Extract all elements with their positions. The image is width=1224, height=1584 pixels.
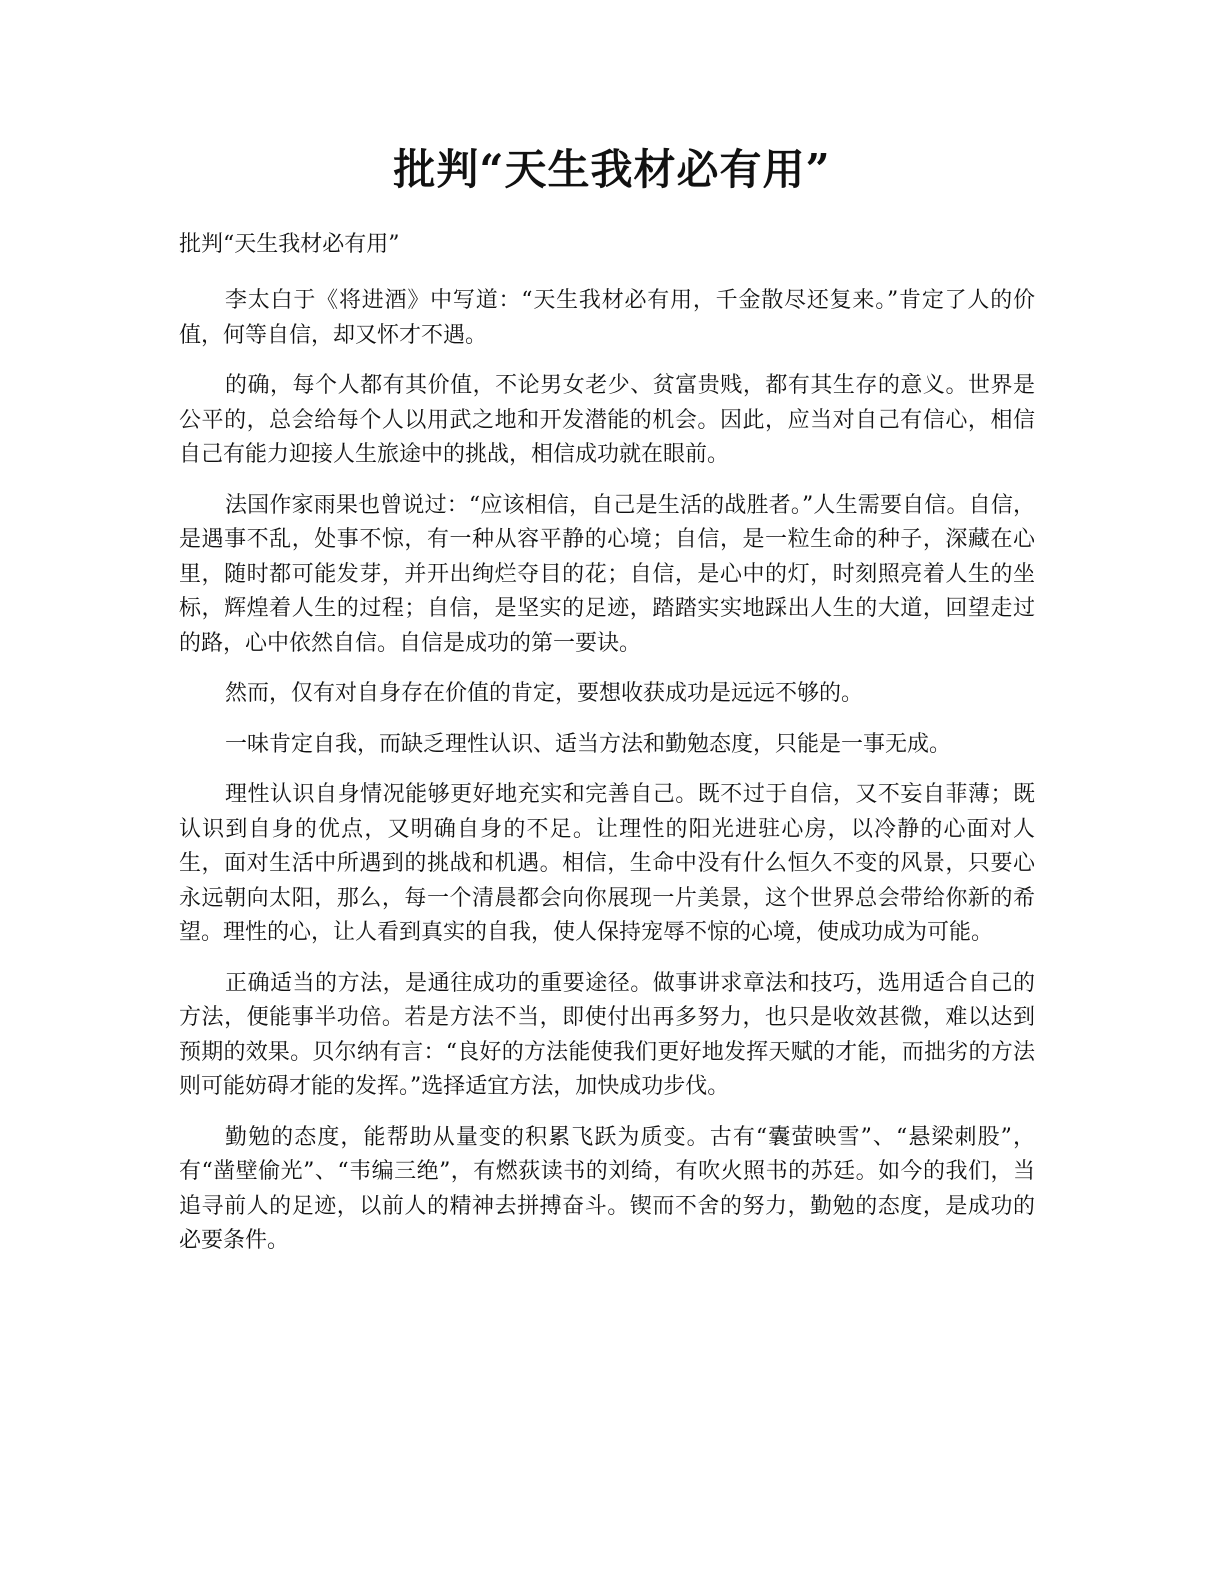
paragraph-2: 的确，每个人都有其价值，不论男女老少、贫富贵贱，都有其生存的意义。世界是公平的，总会给每个人以用武之地和开发潜能的机会。因此，应当对自己有信心，相信自己有能力迎接人生旅途中的挑战，相信成功就在眼前。 — [179, 373, 1035, 467]
paragraph-3: 法国作家雨果也曾说过：“应该相信，自己是生活的战胜者。”人生需要自信。自信，是遇事不乱，处事不惊，有一种从容平静的心境；自信，是一粒生命的种子，深藏在心里，随时都可能发芽，并开出绚烂夺目的花；自信，是心中的灯，时刻照亮着人生的坐标，辉煌着人生的过程；自信，是坚实的足迹，踏踏实实地踩出人生的大道，回望走过的路，心中依然自信。自信是成功的第一要诀。 — [179, 492, 1035, 656]
paragraph-4: 然而，仅有对自身存在价值的肯定，要想收获成功是远远不够的。 — [225, 681, 864, 706]
paragraph-8: 勤勉的态度，能帮助从量变的积累飞跃为质变。古有“囊萤映雪”、“悬梁刺股”，有“凿壁偷光”、“韦编三绝”，有燃荻读书的刘绮，有吹火照书的苏廷。如今的我们，当追寻前人的足迹，以前人的精神去拼搏奋斗。锲而不舍的努力，勤勉的态度，是成功的必要条件。 — [179, 1124, 1035, 1253]
document-body — [179, 228, 1035, 1275]
paragraph-7: 正确适当的方法，是通往成功的重要途径。做事讲求章法和技巧，选用适合自己的方法，便能事半功倍。若是方法不当，即使付出再多努力，也只是收效甚微，难以达到预期的效果。贝尔纳有言：“良好的方法能使我们更好地发挥天赋的才能，而拙劣的方法则可能妨碍才能的发挥。”选择适宜方法，加快成功步伐。 — [179, 970, 1035, 1099]
document-title: 批判“天生我材必有用” — [393, 145, 831, 194]
paragraph-6: 理性认识自身情况能够更好地充实和完善自己。既不过于自信，又不妄自菲薄；既认识到自身的优点，又明确自身的不足。让理性的阳光进驻心房，以冷静的心面对人生，面对生活中所遇到的挑战和机遇。相信，生命中没有什么恒久不变的风景，只要心永远朝向太阳，那么，每一个清晨都会向你展现一片美景，这个世界总会带给你新的希望。理性的心，让人看到真实的自我，使人保持宠辱不惊的心境，使成功成为可能。 — [179, 782, 1035, 945]
paragraph-1: 李太白于《将进酒》中写道：“天生我材必有用，千金散尽还复来。”肯定了人的价值，何等自信，却又怀才不遇。 — [179, 288, 1035, 348]
paragraph-5: 一味肯定自我，而缺乏理性认识、适当方法和勤勉态度，只能是一事无成。 — [225, 731, 952, 757]
document-subtitle: 批判“天生我材必有用” — [179, 232, 400, 257]
